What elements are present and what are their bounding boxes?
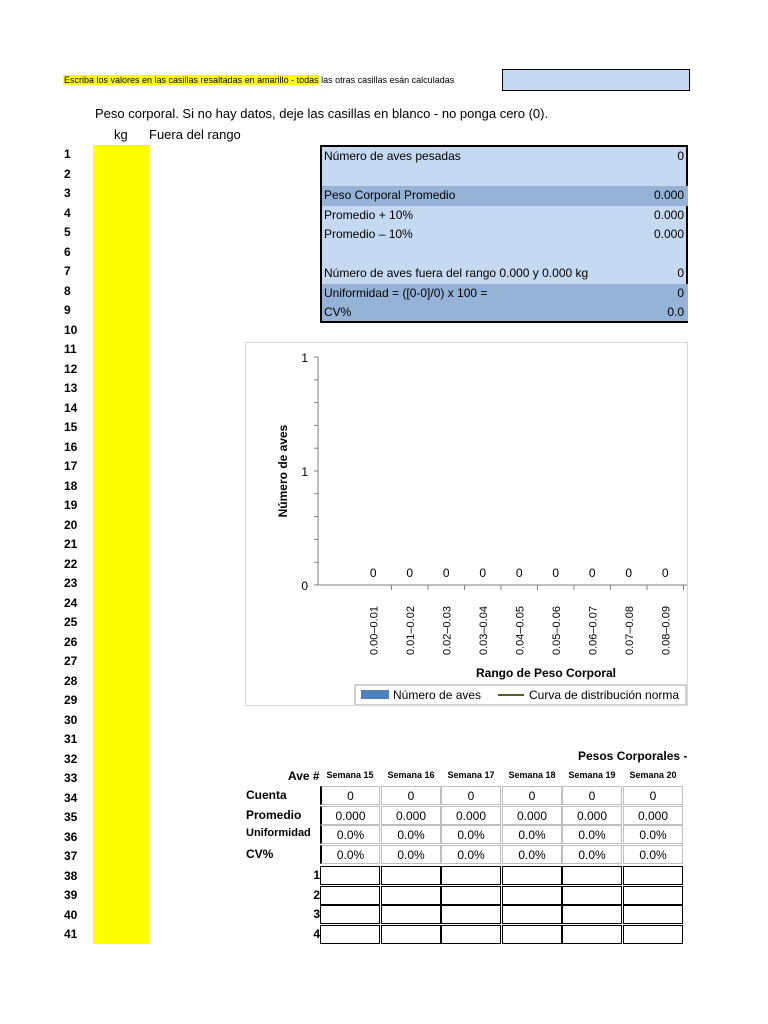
out-of-range-label: Número de aves fuera del rango 0.000 y 0.000 kg [324,266,589,280]
column-header-out-of-range: Fuera del rango [149,127,241,142]
instruction-text [63,69,454,91]
stat-cell[interactable]: 0.0% [562,825,622,844]
subtitle: Peso corporal. Si no hay datos, deje las casillas en blanco - no ponga cero (0). [95,106,549,121]
summary-row-uniformity [322,284,688,304]
bird-weight-input[interactable] [562,866,622,885]
week-header: Semana 19 [568,770,616,780]
stat-cell[interactable]: 0.0% [381,825,441,844]
row-number: 5 [64,225,71,239]
stat-cell[interactable]: 0.0% [502,825,562,844]
row-number: 2 [64,166,71,181]
row-number: 28 [64,673,78,688]
bar-data-label: 0 [588,566,596,580]
plus10-label: Promedio + 10% [324,207,414,222]
stat-cell[interactable]: 0 [320,786,380,805]
row-number: 26 [64,634,78,649]
x-tick-label: 0.05–0.06 [550,606,563,655]
bird-weight-input[interactable] [502,866,562,885]
row-number: 19 [64,498,78,512]
y-tick-label: 1 [301,351,308,365]
row-number: 24 [64,595,78,610]
cv-value: 0.0 [667,305,684,319]
stat-cell[interactable]: 0.0% [320,825,380,844]
bird-weight-input[interactable] [441,925,501,944]
row-number: 29 [64,693,78,707]
row-number: 1 [64,147,71,161]
bird-index: 4 [313,926,320,941]
y-tick-label: 1 [301,465,308,479]
bird-weight-input[interactable] [562,905,622,924]
row-number: 27 [64,654,78,668]
summary-row-average-weight [322,186,688,206]
row-number: 18 [64,478,78,493]
weekly-title: Pesos Corporales - [578,749,688,763]
minus10-label: Promedio – 10% [324,227,413,241]
bird-weight-input[interactable] [381,866,441,885]
birds-weighed-value: 0 [677,149,684,163]
birds-weighed-label: Número de aves pesadas [324,149,461,163]
x-tick-label: 0.02–0.03 [441,606,454,655]
bar-data-label: 0 [369,566,377,580]
summary-table [320,145,688,323]
bird-weight-input[interactable] [502,886,562,905]
average-weight-label: Peso Corporal Promedio [324,188,456,202]
stat-cell[interactable]: 0 [441,786,501,805]
week-header: Semana 16 [387,770,435,780]
bird-weight-input[interactable] [320,905,380,924]
minus10-value: 0.000 [653,227,684,241]
stat-cell[interactable]: 0.000 [320,806,380,825]
legend-label-curve: Curva de distribución norma [529,688,680,702]
week-header: Semana 18 [508,770,556,780]
x-tick-label: 0.01–0.02 [404,606,417,655]
x-tick-label: 0.07–0.08 [623,606,636,655]
column-header-kg: kg [114,127,128,142]
row-number: 40 [64,907,78,922]
stat-cell[interactable]: 0.000 [562,806,622,825]
stat-cell[interactable]: 0.000 [441,806,501,825]
cv-label: CV% [324,305,352,319]
row-number: 23 [64,576,78,590]
bird-weight-input[interactable] [441,866,501,885]
week-header: Semana 15 [326,770,374,780]
stat-cell[interactable]: 0.0% [381,845,441,864]
row-number: 38 [64,868,78,883]
row-number: 14 [64,400,78,415]
legend-bar-swatch [361,690,389,699]
x-tick-label: 0.06–0.07 [587,606,600,655]
row-number: 10 [64,322,78,337]
row-number: 34 [64,790,78,805]
x-tick-label: 0.03–0.04 [477,606,490,655]
bird-weight-input[interactable] [381,905,441,924]
summary-row-minus10 [322,225,688,245]
row-number: 36 [64,829,78,844]
row-number: 32 [64,751,78,766]
row-number: 12 [64,361,78,376]
row-number: 9 [64,303,71,317]
row-number: 21 [64,537,78,551]
stat-cell[interactable]: 0 [381,786,441,805]
weight-distribution-chart[interactable] [245,342,688,706]
summary-row-out-of-range [322,264,688,284]
uniformity-label: Uniformidad = ([0-0]/0) x 100 = [324,285,488,300]
bird-weight-input[interactable] [623,866,683,885]
week-header: Semana 20 [629,770,677,780]
bird-index: 2 [313,887,320,902]
x-tick-label: 0.04–0.05 [514,606,527,655]
ave-number-header: Ave # [288,769,320,783]
summary-row-plus10 [322,206,688,226]
instruction-highlight: Escriba los valores en las casillas resaltadas en amarillo - todas [64,75,319,85]
row-number: 4 [64,205,71,220]
bird-weight-input[interactable] [562,886,622,905]
x-axis-label: Rango de Peso Corporal [475,666,617,680]
row-number: 11 [64,342,77,356]
stat-cell[interactable]: 0 [562,786,622,805]
row-number: 3 [64,186,71,200]
row-number: 30 [64,712,78,727]
bird-weight-input[interactable] [441,905,501,924]
bird-weight-input[interactable] [320,925,380,944]
stat-cell[interactable]: 0.0% [623,825,683,844]
out-of-range-value: 0 [677,266,684,280]
legend-label-bars: Número de aves [393,688,482,702]
bar-data-label: 0 [479,566,487,580]
row-number: 6 [64,244,71,259]
stat-cell[interactable]: 0.000 [623,806,683,825]
stat-label: CV% [246,846,274,861]
average-weight-value: 0.000 [653,188,684,202]
stat-cell[interactable]: 0.0% [623,845,683,864]
y-axis-label: Número de aves [276,424,290,518]
stat-cell[interactable]: 0.0% [441,845,501,864]
row-number: 8 [64,283,71,298]
stat-cell[interactable]: 0.000 [381,806,441,825]
stat-cell[interactable]: 0 [623,786,683,805]
bird-weight-input[interactable] [320,866,380,885]
summary-row-cv [322,303,688,321]
instruction-rest: las otras casillas esán calculadas [321,75,455,85]
bird-weight-input[interactable] [502,925,562,944]
row-number: 35 [64,810,78,824]
bar-data-label: 0 [515,566,523,580]
bird-weight-input[interactable] [381,925,441,944]
row-number: 22 [64,556,78,571]
row-number: 39 [64,888,78,902]
stat-label: Uniformidad [246,827,311,839]
row-number: 37 [64,849,78,863]
row-number: 15 [64,420,78,434]
uniformity-value: 0 [677,285,684,300]
stat-cell[interactable]: 0.0% [562,845,622,864]
bar-data-label: 0 [661,566,669,580]
bird-weight-input[interactable] [502,905,562,924]
x-tick-label: 0.00–0.01 [368,606,381,655]
row-number: 31 [64,732,78,746]
header-blue-cell[interactable] [502,69,690,91]
stat-cell[interactable]: 0.000 [502,806,562,825]
bird-weight-input[interactable] [623,925,683,944]
bar-data-label: 0 [625,566,633,580]
bird-weight-input[interactable] [441,886,501,905]
bird-weight-input[interactable] [562,925,622,944]
row-number: 25 [64,615,78,629]
bird-weight-input[interactable] [623,905,683,924]
row-number: 7 [64,264,71,278]
bird-weight-input[interactable] [623,886,683,905]
row-number: 13 [64,381,78,395]
bird-index: 1 [313,868,320,882]
bird-weight-input[interactable] [381,886,441,905]
bird-index: 3 [313,907,320,921]
bar-data-label: 0 [552,566,560,580]
summary-row-birds-weighed [322,147,688,167]
stat-cell[interactable]: 0.0% [441,825,501,844]
stat-cell[interactable]: 0.0% [502,845,562,864]
chart-svg [246,343,687,705]
row-number: 17 [64,459,78,473]
stat-label: Cuenta [246,788,287,802]
row-number: 20 [64,517,78,532]
x-tick-label: 0.08–0.09 [660,606,673,655]
y-tick-label: 0 [301,579,308,593]
plus10-value: 0.000 [653,207,684,222]
row-number: 41 [64,927,78,941]
bar-data-label: 0 [442,566,450,580]
bird-weight-input[interactable] [320,886,380,905]
stat-cell[interactable]: 0.0% [320,845,380,864]
row-number: 16 [64,439,78,454]
stat-cell[interactable]: 0 [502,786,562,805]
week-header: Semana 17 [447,770,495,780]
weight-input-column[interactable] [93,145,149,944]
bar-data-label: 0 [406,566,414,580]
row-number: 33 [64,771,78,785]
stat-label: Promedio [246,807,302,822]
